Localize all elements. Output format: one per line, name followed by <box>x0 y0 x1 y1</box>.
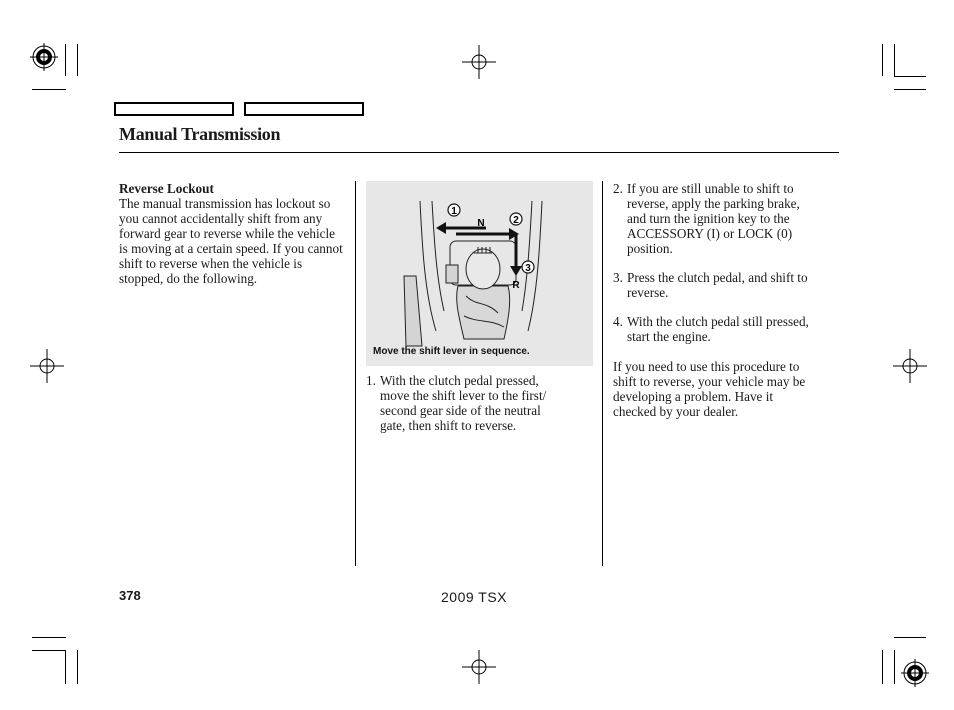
list-item-line: With the clutch pedal still pressed, <box>627 314 809 329</box>
title-divider <box>119 152 839 153</box>
list-item-line: If you are still unable to shift to <box>627 181 794 196</box>
page-number: 378 <box>119 588 141 603</box>
section-heading: Reverse Lockout <box>119 181 214 196</box>
shifter-drawing <box>366 181 593 366</box>
list-item-number: 2. <box>613 181 623 196</box>
header-tab-box <box>114 102 234 116</box>
list-item <box>613 270 843 302</box>
list-item-number: 4. <box>613 314 623 329</box>
page-title: Manual Transmission <box>119 124 281 144</box>
registration-target-icon <box>28 40 84 96</box>
registration-crosshair-icon <box>462 650 496 684</box>
closing-paragraph <box>613 359 843 419</box>
svg-text:2: 2 <box>513 215 519 226</box>
list-item-line: ACCESSORY (I) or LOCK (0) <box>627 226 793 241</box>
registration-crosshair-icon <box>30 349 64 383</box>
svg-text:3: 3 <box>525 263 531 274</box>
list-item-line: reverse. <box>627 285 669 300</box>
registration-crosshair-icon <box>893 349 927 383</box>
list-item <box>613 314 843 346</box>
shift-lever-illustration <box>366 181 593 366</box>
registration-crosshair-icon <box>462 45 496 79</box>
list-item-line: With the clutch pedal pressed, <box>380 373 539 388</box>
section-paragraph: The manual transmission has lockout so you cannot accidentally shift from any forward gear to reverse while the vehicle is moving at a certain speed. If you cannot shift to reverse when the vehicle is stopped, do the following. <box>119 196 343 286</box>
figure-caption: Move the shift lever in sequence. <box>373 346 530 357</box>
registration-target-icon <box>898 656 932 690</box>
column-divider <box>602 181 603 566</box>
list-item-line: Press the clutch pedal, and shift to <box>627 270 808 285</box>
closing-line: checked by your dealer. <box>613 404 739 419</box>
list-item-line: second gear side of the neutral <box>380 403 541 418</box>
closing-line: If you need to use this procedure to <box>613 359 800 374</box>
neutral-label: N <box>477 218 485 229</box>
column-divider <box>355 181 356 566</box>
list-item-number: 1. <box>366 373 376 388</box>
footer-model-name: 2009 TSX <box>441 589 508 605</box>
step-marker-3 <box>522 261 534 274</box>
svg-text:1: 1 <box>451 206 457 217</box>
closing-line: shift to reverse, your vehicle may be <box>613 374 806 389</box>
header-tab-box <box>244 102 364 116</box>
list-item-line: and turn the ignition key to the <box>627 211 790 226</box>
closing-line: developing a problem. Have it <box>613 389 774 404</box>
reverse-label: R <box>512 280 520 291</box>
list-item-line: move the shift lever to the first/ <box>380 388 547 403</box>
list-item-line: gate, then shift to reverse. <box>380 418 517 433</box>
step-marker-1 <box>448 204 460 217</box>
left-column <box>119 181 347 286</box>
list-item-line: reverse, apply the parking brake, <box>627 196 800 211</box>
list-item <box>366 373 596 435</box>
list-item <box>613 181 843 259</box>
list-item-line: position. <box>627 241 673 256</box>
step-marker-2 <box>510 213 522 226</box>
list-item-number: 3. <box>613 270 623 285</box>
list-item-line: start the engine. <box>627 329 711 344</box>
